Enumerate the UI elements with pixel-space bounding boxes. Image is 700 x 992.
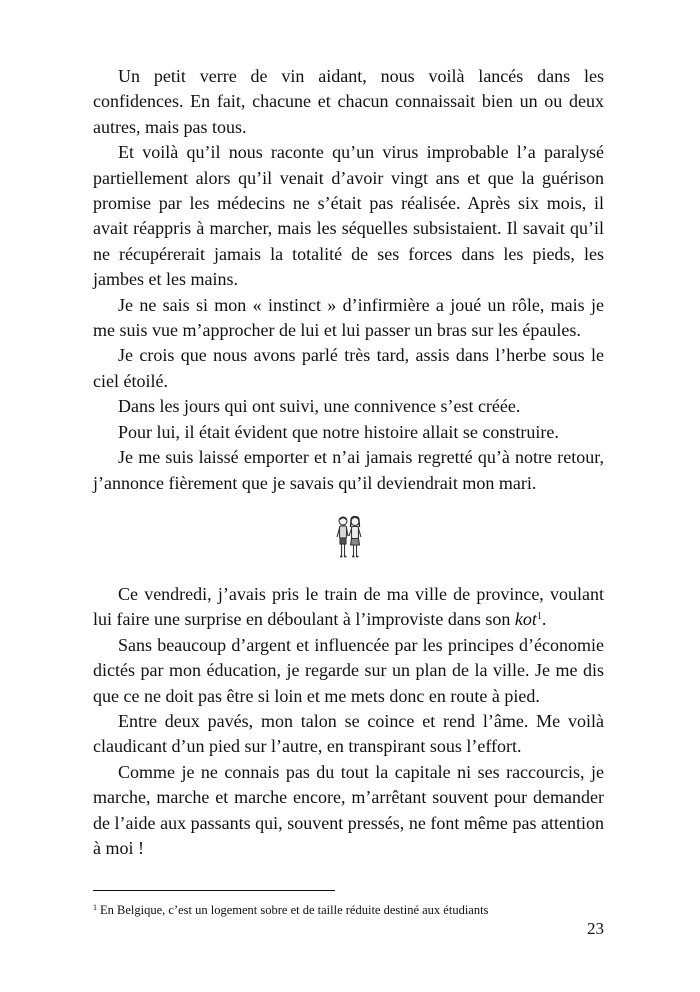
page-number: 23 <box>587 919 604 938</box>
footnote-number: 1 <box>93 903 97 912</box>
footnote-rule <box>93 890 335 891</box>
paragraph: Un petit verre de vin aidant, nous voilà lancés dans les confidences. En fait, chacune et chacun connaissait bien un ou deux autres, mais pas tous. <box>93 66 604 137</box>
paragraph: Je me suis laissé emporter et n’ai jamais regretté qu’à notre retour, j’annonce fièrement que je savais qu’il deviendrait mon mari. <box>93 447 604 493</box>
section-ornament <box>93 504 604 572</box>
footnote-marker: 1 <box>536 611 542 623</box>
paragraph: Entre deux pavés, mon talon se coince et rend l’âme. Me voilà claudicant d’un pied sur l’autre, en transpirant sous l’effort. <box>93 710 604 757</box>
paragraph: Je ne sais si mon « instinct » d’infirmière a joué un rôle, mais je me suis vue m’approcher de lui et lui passer un bras sur les épaules. <box>93 294 604 341</box>
footnote-text: En Belgique, c’est un logement sobre et de taille réduite destiné aux étudiants <box>100 903 489 917</box>
body-text <box>93 64 604 861</box>
paragraph-kot <box>93 582 604 633</box>
paragraph-text: Ce vendredi, j’avais pris le train de ma ville de province, voulant lui faire une surprise en déboulant à l’improviste dans son <box>93 583 604 630</box>
paragraph: Pour lui, il était évident que notre histoire allait se construire. <box>118 421 559 442</box>
paragraph: Je crois que nous avons parlé très tard, assis dans l’herbe sous le ciel étoilé. <box>93 345 604 391</box>
paragraph: Sans beaucoup d’argent et influencée par les principes d’économie dictés par mon éducation, je regarde sur un plan de la ville. Je me dis que ce ne doit pas être si loin et me mets donc en route à pied. <box>93 634 604 706</box>
paragraph-end: . <box>541 609 547 630</box>
paragraph: Dans les jours qui ont suivi, une connivence s’est créée. <box>118 396 521 417</box>
kot-word: kot <box>514 609 537 630</box>
paragraph: Et voilà qu’il nous raconte qu’un virus improbable l’a paralysé partiellement alors qu’il venait d’avoir vingt ans et que la guérison promise par les médecins ne s’était pas réalisée. Après six mois, il avait réappris à marcher, mais les séquelles subsistaient. Il savait qu’il ne récupérerait jamais la totalité de ses forces dans les pieds, les jambes et les mains. <box>93 142 604 290</box>
paragraph: Comme je ne connais pas du tout la capitale ni ses raccourcis, je marche, marche et marche encore, m’arrêtant souvent pour demander de l’aide aux passants qui, souvent pressés, ne font même pas attention à moi ! <box>93 761 604 858</box>
couple-icon <box>335 515 363 561</box>
footnote <box>93 902 604 918</box>
